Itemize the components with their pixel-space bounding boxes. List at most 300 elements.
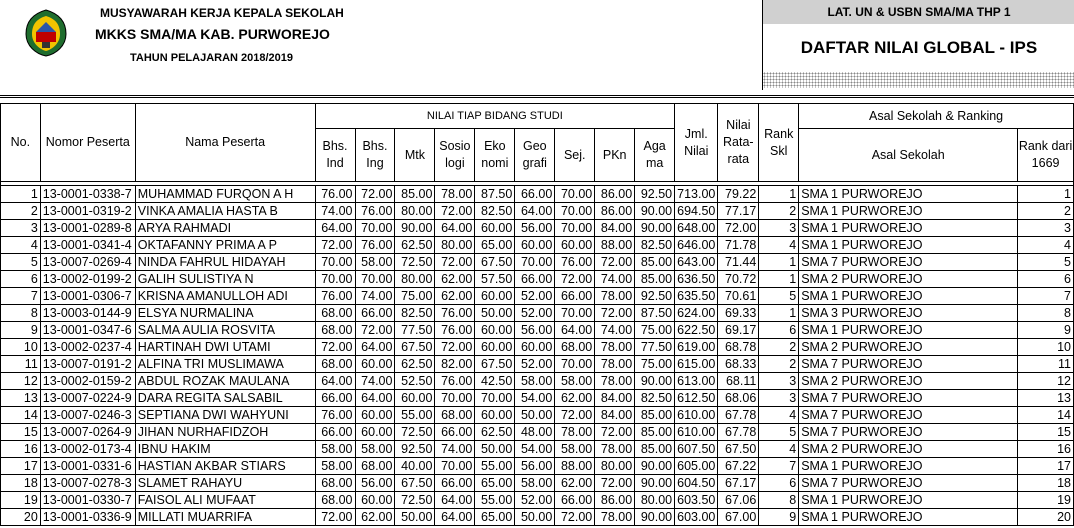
table-cell: 62.50 [475, 424, 515, 441]
table-cell: 20 [1, 509, 41, 526]
table-cell: 70.00 [355, 220, 395, 237]
table-cell: 52.00 [515, 288, 555, 305]
table-cell: 1 [1018, 186, 1074, 203]
table-cell: 13-0001-0306-7 [40, 288, 135, 305]
table-cell: 74.00 [595, 271, 635, 288]
table-cell: 60.00 [475, 220, 515, 237]
table-cell: 42.50 [475, 373, 515, 390]
table-cell: 60.00 [475, 322, 515, 339]
table-cell: 74.00 [435, 441, 475, 458]
table-row [1, 339, 1074, 356]
table-cell: 16 [1, 441, 41, 458]
table-cell: 60.00 [355, 424, 395, 441]
table-cell: 1 [759, 254, 799, 271]
table-cell: 76.00 [315, 407, 355, 424]
table-cell: SMA 1 PURWOREJO [799, 237, 1018, 254]
table-cell: 604.50 [675, 475, 718, 492]
table-cell: 67.50 [475, 254, 515, 271]
table-cell: SMA 7 PURWOREJO [799, 475, 1018, 492]
table-cell: 72.00 [315, 237, 355, 254]
table-cell: 74.00 [355, 373, 395, 390]
table-cell: 74.00 [315, 203, 355, 220]
table-cell: 75.00 [635, 322, 675, 339]
table-cell: 90.00 [635, 373, 675, 390]
table-cell: 8 [759, 492, 799, 509]
table-cell: 15 [1018, 424, 1074, 441]
table-cell: 70.00 [315, 254, 355, 271]
table-cell: SALMA AULIA ROSVITA [135, 322, 315, 339]
table-cell: SMA 1 PURWOREJO [799, 220, 1018, 237]
table-cell: 64.00 [355, 339, 395, 356]
table-cell: 56.00 [515, 220, 555, 237]
table-cell: 78.00 [555, 424, 595, 441]
table-cell: 64.00 [355, 390, 395, 407]
table-cell: 66.00 [435, 475, 475, 492]
table-cell: 72.00 [555, 271, 595, 288]
subject-header: Eko nomi [475, 129, 515, 182]
table-cell: 68.00 [315, 356, 355, 373]
table-cell: 646.00 [675, 237, 718, 254]
table-cell: 66.00 [555, 288, 595, 305]
table-cell: OKTAFANNY PRIMA A P [135, 237, 315, 254]
table-cell: 40.00 [395, 458, 435, 475]
table-cell: 65.00 [475, 475, 515, 492]
table-cell: 80.00 [595, 458, 635, 475]
table-cell: 72.00 [435, 339, 475, 356]
table-cell: 76.00 [555, 254, 595, 271]
score-table [0, 103, 1074, 526]
table-cell: 86.00 [595, 492, 635, 509]
table-cell: 610.00 [675, 424, 718, 441]
table-cell: 50.00 [515, 407, 555, 424]
table-cell: 55.00 [475, 492, 515, 509]
table-row [1, 254, 1074, 271]
table-cell: 68.33 [718, 356, 759, 373]
table-cell: 13-0007-0191-2 [40, 356, 135, 373]
table-cell: 74.00 [355, 288, 395, 305]
table-cell: 13-0003-0144-9 [40, 305, 135, 322]
table-cell: 68.00 [315, 475, 355, 492]
table-cell: 50.00 [395, 509, 435, 526]
table-cell: 7 [1, 288, 41, 305]
table-cell: FAISOL ALI MUFAAT [135, 492, 315, 509]
table-cell: 75.00 [395, 288, 435, 305]
table-row [1, 373, 1074, 390]
table-cell: 13-0002-0173-4 [40, 441, 135, 458]
table-cell: 69.33 [718, 305, 759, 322]
table-cell: 67.06 [718, 492, 759, 509]
table-cell: SMA 1 PURWOREJO [799, 288, 1018, 305]
col-jml-header: Jml. Nilai [675, 104, 718, 182]
table-cell: 71.44 [718, 254, 759, 271]
table-cell: 67.50 [395, 339, 435, 356]
table-cell: 60.00 [355, 492, 395, 509]
table-cell: 70.00 [475, 390, 515, 407]
table-cell: 57.50 [475, 271, 515, 288]
subject-header: Sosio logi [435, 129, 475, 182]
table-cell: 10 [1, 339, 41, 356]
table-cell: 60.00 [475, 339, 515, 356]
table-cell: 76.00 [435, 322, 475, 339]
table-cell: 66.00 [515, 271, 555, 288]
table-cell: 9 [1, 322, 41, 339]
table-cell: ABDUL ROZAK MAULANA [135, 373, 315, 390]
table-cell: 76.00 [435, 373, 475, 390]
table-cell: 70.00 [555, 203, 595, 220]
table-cell: 85.00 [635, 424, 675, 441]
asal-group-header: Asal Sekolah & Ranking [799, 104, 1074, 129]
table-cell: 70.00 [555, 220, 595, 237]
table-cell: 3 [1, 220, 41, 237]
table-cell: 18 [1018, 475, 1074, 492]
table-cell: MILLATI MUARRIFA [135, 509, 315, 526]
table-cell: 605.00 [675, 458, 718, 475]
table-cell: 4 [759, 237, 799, 254]
table-cell: 67.50 [718, 441, 759, 458]
table-cell: SMA 1 PURWOREJO [799, 492, 1018, 509]
table-cell: 70.00 [515, 254, 555, 271]
table-cell: 67.00 [718, 509, 759, 526]
table-cell: 64.00 [435, 492, 475, 509]
table-cell: SMA 2 PURWOREJO [799, 339, 1018, 356]
table-cell: 80.00 [395, 203, 435, 220]
table-cell: 19 [1018, 492, 1074, 509]
table-row [1, 424, 1074, 441]
table-cell: 76.00 [355, 237, 395, 254]
table-cell: 13-0001-0338-7 [40, 186, 135, 203]
table-cell: 68.11 [718, 373, 759, 390]
table-cell: 4 [1018, 237, 1074, 254]
table-cell: 54.00 [515, 441, 555, 458]
table-cell: 60.00 [355, 356, 395, 373]
table-cell: 5 [759, 424, 799, 441]
table-cell: 64.00 [555, 322, 595, 339]
table-cell: SMA 1 PURWOREJO [799, 458, 1018, 475]
table-cell: 55.00 [395, 407, 435, 424]
table-cell: 86.00 [595, 203, 635, 220]
table-cell: 5 [759, 288, 799, 305]
table-cell: 67.22 [718, 458, 759, 475]
table-cell: 70.00 [555, 356, 595, 373]
table-cell: 52.00 [515, 356, 555, 373]
table-row [1, 237, 1074, 254]
subject-header: Bhs. Ing [355, 129, 395, 182]
table-cell: 67.78 [718, 424, 759, 441]
table-cell: 13-0001-0331-6 [40, 458, 135, 475]
table-cell: 58.00 [315, 441, 355, 458]
table-cell: 70.00 [355, 271, 395, 288]
header-divider [0, 95, 1074, 98]
table-cell: 58.00 [355, 254, 395, 271]
table-cell: 85.00 [635, 441, 675, 458]
table-cell: 66.00 [315, 424, 355, 441]
exam-title: LAT. UN & USBN SMA/MA THP 1 [763, 0, 1074, 24]
table-cell: 7 [759, 458, 799, 475]
table-cell: 64.00 [435, 220, 475, 237]
table-cell: 16 [1018, 441, 1074, 458]
table-cell: 13-0001-0330-7 [40, 492, 135, 509]
table-cell: 78.00 [595, 441, 635, 458]
table-cell: 85.00 [635, 271, 675, 288]
table-cell: 77.50 [635, 339, 675, 356]
table-cell: 58.00 [555, 441, 595, 458]
table-cell: 613.00 [675, 373, 718, 390]
table-cell: 13-0001-0347-6 [40, 322, 135, 339]
table-cell: 78.00 [595, 509, 635, 526]
subject-header: Mtk [395, 129, 435, 182]
table-cell: 66.00 [315, 390, 355, 407]
table-cell: 10 [1018, 339, 1074, 356]
org-line-2: MKKS SMA/MA KAB. PURWOREJO [95, 26, 330, 42]
table-cell: 52.00 [515, 305, 555, 322]
table-cell: SMA 1 PURWOREJO [799, 186, 1018, 203]
table-cell: 76.00 [315, 186, 355, 203]
table-cell: 82.50 [635, 390, 675, 407]
table-cell: 72.00 [315, 339, 355, 356]
col-no-header: No. [1, 104, 41, 182]
table-cell: 2 [1018, 203, 1074, 220]
table-cell: KRISNA AMANULLOH ADI [135, 288, 315, 305]
score-rows [1, 186, 1074, 526]
table-cell: 12 [1, 373, 41, 390]
table-cell: 72.50 [395, 492, 435, 509]
table-cell: 50.00 [475, 441, 515, 458]
table-cell: 67.17 [718, 475, 759, 492]
table-cell: 612.50 [675, 390, 718, 407]
table-cell: 65.00 [475, 237, 515, 254]
table-cell: HASTIAN AKBAR STIARS [135, 458, 315, 475]
table-cell: 13-0007-0264-9 [40, 424, 135, 441]
table-cell: 70.00 [555, 186, 595, 203]
table-cell: 62.50 [395, 237, 435, 254]
table-cell: 70.00 [555, 305, 595, 322]
table-cell: 80.00 [435, 237, 475, 254]
table-cell: 13-0001-0336-9 [40, 509, 135, 526]
table-cell: 68.00 [555, 339, 595, 356]
table-cell: 86.00 [595, 186, 635, 203]
table-cell: 72.00 [595, 305, 635, 322]
subject-header: PKn [595, 129, 635, 182]
table-cell: 92.50 [635, 186, 675, 203]
table-cell: SMA 1 PURWOREJO [799, 322, 1018, 339]
table-cell: 4 [759, 407, 799, 424]
table-cell: 82.50 [635, 237, 675, 254]
table-cell: 87.50 [475, 186, 515, 203]
table-cell: 70.72 [718, 271, 759, 288]
org-line-3: TAHUN PELAJARAN 2018/2019 [130, 52, 294, 64]
subject-header: Geo grafi [515, 129, 555, 182]
table-cell: 13-0007-0269-4 [40, 254, 135, 271]
table-cell: 50.00 [475, 305, 515, 322]
col-rata-header: Nilai Rata- rata [718, 104, 759, 182]
table-cell: SLAMET RAHAYU [135, 475, 315, 492]
table-cell: 62.50 [395, 356, 435, 373]
table-cell: 11 [1, 356, 41, 373]
table-cell: 68.00 [315, 322, 355, 339]
table-cell: 64.00 [435, 509, 475, 526]
table-row [1, 322, 1074, 339]
table-cell: 13 [1018, 390, 1074, 407]
table-row [1, 203, 1074, 220]
table-cell: 75.00 [635, 356, 675, 373]
table-cell: 55.00 [475, 458, 515, 475]
table-cell: 3 [759, 390, 799, 407]
table-cell: 2 [759, 356, 799, 373]
table-cell: SMA 2 PURWOREJO [799, 271, 1018, 288]
table-cell: 82.50 [475, 203, 515, 220]
table-cell: 8 [1, 305, 41, 322]
table-cell: 82.50 [395, 305, 435, 322]
table-cell: 13-0002-0199-2 [40, 271, 135, 288]
table-cell: 67.50 [395, 475, 435, 492]
table-cell: 90.00 [635, 509, 675, 526]
table-cell: 87.50 [635, 305, 675, 322]
table-cell: 79.22 [718, 186, 759, 203]
table-cell: SMA 1 PURWOREJO [799, 203, 1018, 220]
col-nomor-header: Nomor Peserta [40, 104, 135, 182]
table-cell: 72.00 [595, 424, 635, 441]
table-cell: 68.00 [435, 407, 475, 424]
table-cell: SMA 1 PURWOREJO [799, 509, 1018, 526]
col-asal-header: Asal Sekolah [799, 129, 1018, 182]
table-row [1, 407, 1074, 424]
table-cell: 6 [1018, 271, 1074, 288]
report-header [0, 0, 1074, 100]
table-cell: 2 [759, 339, 799, 356]
table-cell: 4 [759, 441, 799, 458]
table-cell: SMA 2 PURWOREJO [799, 441, 1018, 458]
table-cell: 82.00 [435, 356, 475, 373]
table-cell: 60.00 [355, 407, 395, 424]
table-cell: 4 [1, 237, 41, 254]
table-cell: 635.50 [675, 288, 718, 305]
table-cell: 88.00 [595, 237, 635, 254]
table-cell: 13-0002-0159-2 [40, 373, 135, 390]
table-cell: 66.00 [435, 424, 475, 441]
table-row [1, 271, 1074, 288]
table-row [1, 356, 1074, 373]
table-cell: 636.50 [675, 271, 718, 288]
table-cell: 56.00 [355, 475, 395, 492]
table-cell: 50.00 [515, 509, 555, 526]
subject-header: Bhs. Ind [315, 129, 355, 182]
table-cell: 70.00 [435, 458, 475, 475]
table-cell: 74.00 [595, 322, 635, 339]
table-cell: 92.50 [395, 441, 435, 458]
table-cell: 72.00 [355, 322, 395, 339]
document-title: DAFTAR NILAI GLOBAL - IPS [800, 38, 1038, 57]
table-row [1, 390, 1074, 407]
table-cell: 58.00 [315, 458, 355, 475]
table-cell: 62.00 [555, 390, 595, 407]
table-cell: 15 [1, 424, 41, 441]
table-cell: SMA 7 PURWOREJO [799, 407, 1018, 424]
table-cell: 20 [1018, 509, 1074, 526]
subject-group-header: NILAI TIAP BIDANG STUDI [315, 104, 675, 129]
table-cell: 1 [759, 186, 799, 203]
table-row [1, 305, 1074, 322]
table-cell: 62.00 [435, 288, 475, 305]
table-cell: 68.00 [315, 305, 355, 322]
table-cell: 1 [1, 186, 41, 203]
table-cell: 713.00 [675, 186, 718, 203]
table-cell: 619.00 [675, 339, 718, 356]
table-cell: 13-0001-0319-2 [40, 203, 135, 220]
table-cell: 90.00 [635, 220, 675, 237]
table-cell: 610.00 [675, 407, 718, 424]
table-cell: 77.17 [718, 203, 759, 220]
table-cell: 48.00 [515, 424, 555, 441]
table-cell: 8 [1018, 305, 1074, 322]
org-line-1: MUSYAWARAH KERJA KEPALA SEKOLAH [100, 6, 344, 20]
table-cell: 14 [1018, 407, 1074, 424]
table-cell: SMA 7 PURWOREJO [799, 356, 1018, 373]
table-cell: 72.00 [555, 509, 595, 526]
table-cell: VINKA AMALIA HASTA B [135, 203, 315, 220]
table-cell: 72.00 [555, 407, 595, 424]
table-cell: 56.00 [515, 458, 555, 475]
subject-header: Aga ma [635, 129, 675, 182]
table-row [1, 492, 1074, 509]
table-row [1, 475, 1074, 492]
table-cell: 9 [759, 509, 799, 526]
table-cell: ELSYA NURMALINA [135, 305, 315, 322]
table-cell: 6 [1, 271, 41, 288]
table-cell: 58.00 [355, 441, 395, 458]
table-cell: 84.00 [595, 390, 635, 407]
table-cell: 52.50 [395, 373, 435, 390]
table-cell: 603.00 [675, 509, 718, 526]
table-cell: 70.61 [718, 288, 759, 305]
col-nama-header: Nama Peserta [135, 104, 315, 182]
table-cell: 64.00 [315, 373, 355, 390]
table-cell: IBNU HAKIM [135, 441, 315, 458]
table-cell: 624.00 [675, 305, 718, 322]
table-cell: 70.00 [435, 390, 475, 407]
table-cell: 62.00 [555, 475, 595, 492]
table-cell: 88.00 [555, 458, 595, 475]
table-cell: 2 [759, 203, 799, 220]
table-cell: 72.00 [355, 186, 395, 203]
table-cell: ARYA RAHMADI [135, 220, 315, 237]
table-cell: 72.50 [395, 254, 435, 271]
table-cell: 68.06 [718, 390, 759, 407]
table-cell: 58.00 [515, 475, 555, 492]
table-cell: 78.00 [595, 373, 635, 390]
table-cell: 84.00 [595, 220, 635, 237]
table-cell: 68.00 [315, 492, 355, 509]
table-cell: 56.00 [515, 322, 555, 339]
table-cell: 85.00 [635, 407, 675, 424]
dotted-pattern [763, 72, 1074, 88]
table-cell: 78.00 [595, 356, 635, 373]
table-cell: 60.00 [515, 339, 555, 356]
table-cell: SMA 7 PURWOREJO [799, 424, 1018, 441]
table-cell: 76.00 [355, 203, 395, 220]
table-cell: 3 [759, 373, 799, 390]
table-row [1, 220, 1074, 237]
subject-header: Sej. [555, 129, 595, 182]
table-cell: 90.00 [635, 203, 675, 220]
table-cell: 76.00 [315, 288, 355, 305]
table-cell: 62.00 [355, 509, 395, 526]
regency-emblem-icon [22, 8, 70, 58]
table-cell: 3 [1018, 220, 1074, 237]
table-cell: 12 [1018, 373, 1074, 390]
table-cell: 72.50 [395, 424, 435, 441]
table-cell: 72.00 [595, 254, 635, 271]
table-cell: 60.00 [395, 390, 435, 407]
